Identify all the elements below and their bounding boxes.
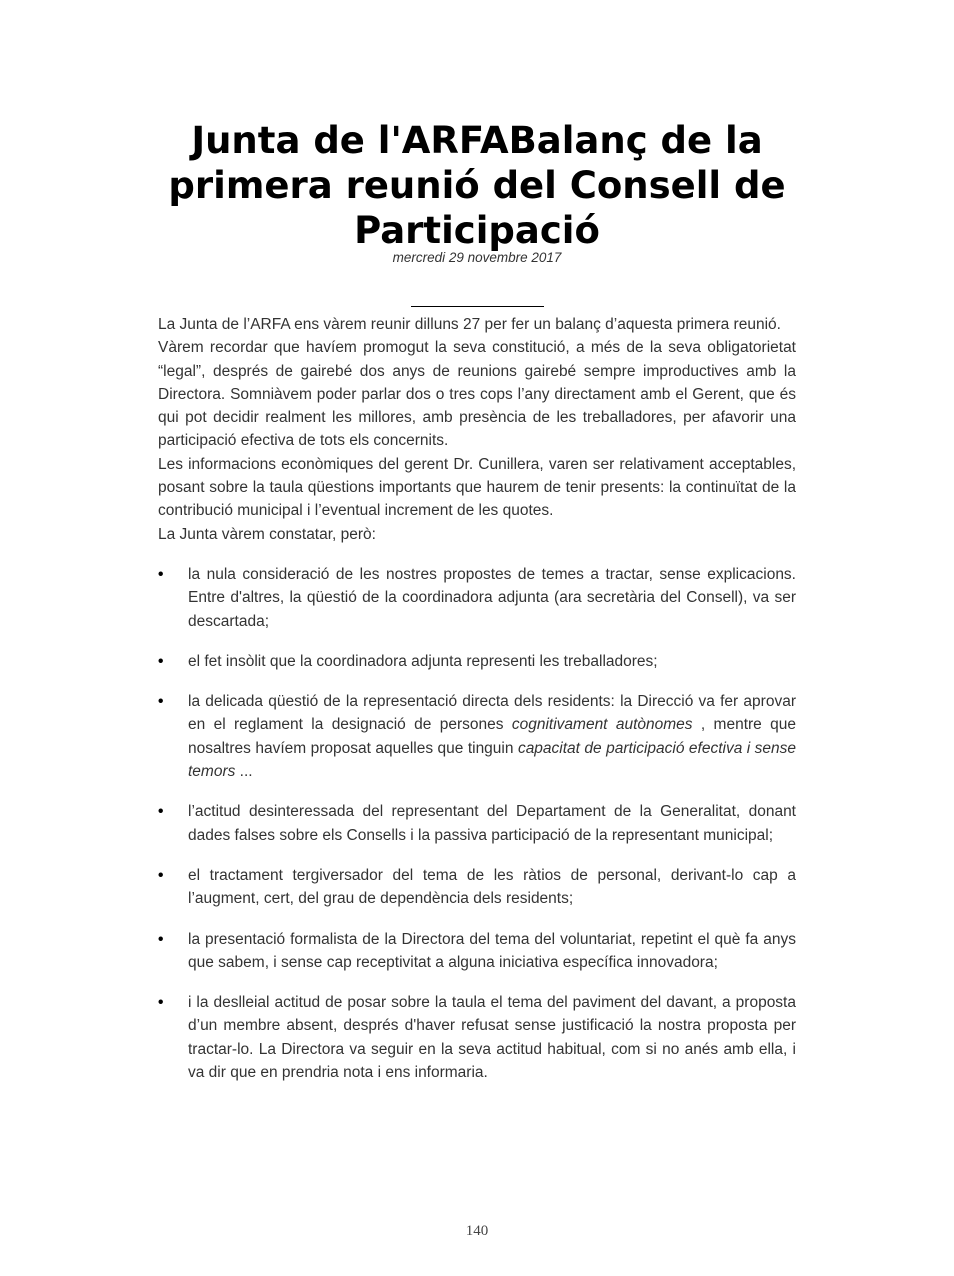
list-item-text-part: , mentre que nosaltres havíem proposat aquelles que tinguin <box>188 716 797 757</box>
list-item <box>158 650 796 673</box>
list-item-emphasis: capacitat de participació efectiva i sense temors <box>188 739 797 781</box>
findings-list <box>158 563 796 1084</box>
list-item-text: i la deslleial actitud de posar sobre la taula el tema del paviment del davant, a proposta d’un membre absent, després d'haver refusat sense justificació la nostra proposta per tractar-lo. La Directora va seguir en la seva actitud habitual, com si no anés amb ella, i va dir que en prendria nota i ens informaria. <box>188 994 796 1082</box>
paragraph-context: Vàrem recordar que havíem promogut la seva constitució, a més de la seva obligatorietat “legal”, després de gairebé dos anys de reunions gairebé sempre improductives amb la Directora. Somniàvem poder parlar dos o tres cops l’any directament amb el Gerent, que és qui pot decidir realment les millores, amb presència de les treballadores, per afavorir una participació efectiva de tots els concernits. <box>158 339 796 450</box>
bullet-icon: • <box>158 930 164 948</box>
list-item-text: la presentació formalista de la Directora del tema del voluntariat, repetint el què fa anys que sabem, i sense cap receptivitat a alguna iniciativa específica innovadora; <box>188 930 796 971</box>
list-item <box>158 800 796 847</box>
bullet-icon: • <box>158 693 164 711</box>
list-item <box>158 864 796 911</box>
bullet-icon: • <box>158 994 164 1012</box>
list-item <box>158 690 796 783</box>
title-separator <box>411 306 544 307</box>
paragraph-intro: La Junta de l’ARFA ens vàrem reunir dilluns 27 per fer un balanç d’aquesta primera reunió. <box>158 316 781 333</box>
publication-date: mercredi 29 novembre 2017 <box>392 250 562 265</box>
list-item <box>158 563 796 633</box>
list-item-text: el fet insòlit que la coordinadora adjunta representi les treballadores; <box>188 652 658 670</box>
bullet-icon: • <box>158 565 164 583</box>
page-number: 140 <box>465 1223 489 1239</box>
bullet-icon: • <box>158 803 164 821</box>
list-item-text-part: ... <box>235 763 253 781</box>
list-item-text: el tractament tergiversador del tema de les ràtios de personal, derivant-lo cap a l’augment, cert, del grau de dependència dels residents; <box>188 866 796 908</box>
paragraph-findings-intro: La Junta vàrem constatar, però: <box>158 525 376 543</box>
list-item-emphasis: cognitivament autònomes <box>511 716 693 734</box>
bullet-icon: • <box>158 652 164 670</box>
article-body <box>158 313 796 1101</box>
list-item-text: la nula consideració de les nostres propostes de temes a tractar, sense explicacions. Entre d'altres, la qüestió de la coordinadora adjunta (ara secretària del Consell), va ser descartada; <box>188 565 796 630</box>
list-item-text: l’actitud desinteressada del representant del Departament de la Generalitat, donant dades falses sobre els Consells i la passiva participació de la representant municipal; <box>188 803 796 844</box>
paragraph-economics: Les informacions econòmiques del gerent Dr. Cunillera, varen ser relativament acceptables, posant sobre la taula qüestions importants que haurem de tenir presents: la continuïtat de la contribució municipal i l’eventual increment de les quotes. <box>158 455 796 520</box>
list-item-text <box>188 690 796 783</box>
list-item-text-part: la delicada qüestió de la representació directa dels residents: la Direcció va fer aprovar en el reglament la designació de persones <box>188 693 796 734</box>
list-item <box>158 991 796 1084</box>
bullet-icon: • <box>158 866 164 884</box>
article-title: Junta de l'ARFABalanç de la primera reunió del Consell de Participació <box>168 119 786 252</box>
list-item <box>158 928 796 975</box>
